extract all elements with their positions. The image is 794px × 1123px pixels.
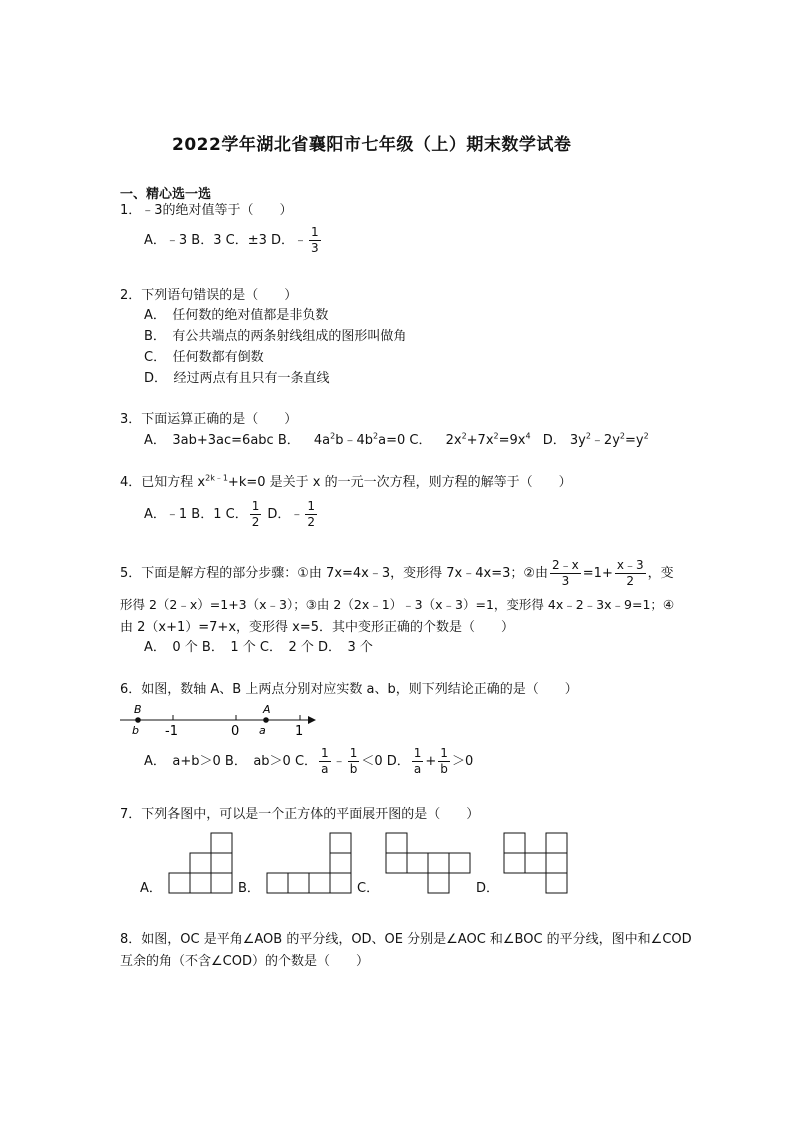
tick-label-one: 1 bbox=[295, 724, 304, 739]
q3-option-a: A． 3ab+3ac=6abc B． bbox=[144, 433, 300, 448]
q5-equals: =1+ bbox=[582, 565, 613, 581]
q5-fraction-1-num: 2﹣x bbox=[552, 558, 579, 572]
q4-d-numerator: 1 bbox=[307, 499, 315, 513]
q7-label-b: B． bbox=[238, 881, 260, 896]
page-title: 2022学年湖北省襄阳市七年级（上）期末数学试卷 bbox=[172, 135, 572, 155]
q3-c-part1: 2x bbox=[445, 433, 462, 448]
net-d bbox=[504, 833, 567, 893]
q6-c-frac2-den: b bbox=[349, 761, 358, 776]
q1-d-numerator: 1 bbox=[311, 225, 319, 239]
q3-stem: 3．下面运算正确的是（ ） bbox=[120, 412, 298, 427]
number-line-figure bbox=[118, 700, 328, 740]
q8-line1: 8．如图，OC 是平角∠AOB 的平分线，OD、OE 分别是∠AOC 和∠BOC 的平分线，图中和∠COD bbox=[120, 932, 692, 947]
q1-d-fraction bbox=[309, 226, 321, 254]
net-c bbox=[386, 833, 470, 893]
q6-options bbox=[144, 747, 473, 775]
q5-line1-text: 5．下面是解方程的部分步骤：①由 7x=4x﹣3，变形得 7x﹣4x=3；②由 bbox=[120, 565, 549, 581]
q3-c-part2: +7x bbox=[466, 433, 494, 448]
point-a-value-label: a bbox=[259, 724, 266, 737]
q6-d-frac1 bbox=[412, 747, 424, 775]
q6-d-frac1-num: 1 bbox=[413, 746, 422, 760]
point-b bbox=[135, 717, 141, 723]
q6-c-frac2-num: 1 bbox=[349, 746, 358, 760]
q5-line1 bbox=[120, 559, 674, 587]
tick-label-zero: 0 bbox=[231, 724, 240, 739]
q5-line3: 由 2（x+1）=7+x，变形得 x=5．其中变形正确的个数是（ ） bbox=[120, 620, 514, 635]
q4-options bbox=[144, 500, 319, 528]
q3-d-part2: ﹣2y bbox=[590, 433, 620, 448]
q5-fraction-1 bbox=[550, 559, 581, 587]
q2-option-c: C． 任何数都有倒数 bbox=[144, 350, 264, 365]
q3-d-part1: 3y bbox=[569, 433, 586, 448]
q3-c-part3: =9x bbox=[498, 433, 526, 448]
point-a-label: A bbox=[263, 703, 271, 716]
q3-d-sup1: 2 bbox=[585, 431, 591, 441]
q2-stem: 2．下列语句错误的是（ ） bbox=[120, 288, 298, 303]
q4-d-label: D．﹣ bbox=[267, 506, 304, 522]
q3-d-sup3: 2 bbox=[643, 431, 649, 441]
q6-options-text: A． a+b＞0 B． ab＞0 C． bbox=[144, 753, 318, 769]
q3-options bbox=[144, 431, 649, 448]
q6-c-frac1-num: 1 bbox=[321, 746, 329, 760]
q1-d-sign: ﹣ bbox=[294, 232, 308, 248]
q6-d-end: ＞0 bbox=[451, 753, 474, 769]
q5-fraction-2 bbox=[615, 559, 646, 587]
q6-c-frac1-den: a bbox=[321, 761, 329, 776]
q4-d-fraction bbox=[305, 500, 317, 528]
point-a bbox=[263, 717, 269, 723]
q7-label-d: D． bbox=[476, 881, 500, 896]
q5-fraction-2-den: 2 bbox=[626, 573, 635, 588]
q2-option-b: B． 有公共端点的两条射线组成的图形叫做角 bbox=[144, 329, 407, 344]
q4-c-numerator: 1 bbox=[251, 499, 260, 513]
q7-label-c: C． bbox=[357, 881, 380, 896]
q3-d-part3: =y bbox=[624, 433, 644, 448]
q6-d-plus: + bbox=[425, 753, 437, 769]
q6-stem: 6．如图，数轴 A、B 上两点分别对应实数 a、b，则下列结论正确的是（ ） bbox=[120, 682, 578, 697]
q3-c-sup2: 2 bbox=[493, 431, 499, 441]
q4-c-fraction bbox=[250, 500, 262, 528]
net-b bbox=[267, 833, 351, 893]
point-b-value-label: b bbox=[132, 724, 139, 737]
q4-d-denominator: 2 bbox=[307, 514, 315, 529]
q5-line2: 形得 2（2﹣x）=1+3（x﹣3）；③由 2（2x﹣1）﹣3（x﹣3）=1，变形得 4x﹣2﹣3x﹣9=1；④ bbox=[120, 597, 675, 612]
q3-c-sup3: 4 bbox=[525, 431, 531, 441]
q3-option-c bbox=[446, 433, 531, 448]
q6-c-frac1 bbox=[319, 747, 331, 775]
q8-line2: 互余的角（不含∠COD）的个数是（ ） bbox=[120, 954, 369, 969]
q1-options-text: A．﹣3 B．3 C．±3 D． bbox=[144, 232, 295, 248]
q4-stem-part1: 4．已知方程 x bbox=[120, 475, 206, 490]
q6-d-frac2 bbox=[438, 747, 450, 775]
q5-fraction-1-den: 3 bbox=[561, 573, 570, 588]
q6-c-frac2 bbox=[348, 747, 360, 775]
section-heading: 一、精心选一选 bbox=[120, 187, 212, 202]
q5-line1-end: ，变 bbox=[647, 565, 674, 581]
q3-d-sup2: 2 bbox=[619, 431, 625, 441]
point-b-label: B bbox=[134, 703, 142, 716]
number-line-arrow bbox=[308, 716, 316, 724]
q1-d-denominator: 3 bbox=[311, 240, 319, 255]
q5-fraction-2-num: x﹣3 bbox=[616, 558, 644, 572]
q3-option-d bbox=[543, 433, 649, 448]
q7-label-a: A． bbox=[140, 881, 162, 896]
q1-stem: 1．﹣3的绝对值等于（ ） bbox=[120, 203, 293, 218]
q2-option-d: D． 经过两点有且只有一条直线 bbox=[144, 371, 330, 386]
q1-options bbox=[144, 226, 323, 254]
q4-stem-part2: +k=0 是关于 x 的一元一次方程，则方程的解等于（ ） bbox=[227, 475, 572, 490]
q6-d-frac2-num: 1 bbox=[440, 746, 448, 760]
q3-option-b bbox=[314, 433, 432, 448]
q3-b-part2: b﹣4b bbox=[335, 433, 374, 448]
q4-c-denominator: 2 bbox=[251, 514, 260, 529]
tick-label-minus-one: -1 bbox=[165, 724, 178, 739]
q3-d-label: D． bbox=[542, 433, 566, 448]
q6-d-frac1-den: a bbox=[413, 761, 422, 776]
q2-option-a: A． 任何数的绝对值都是非负数 bbox=[144, 308, 329, 323]
q5-options: A． 0 个 B． 1 个 C． 2 个 D． 3 个 bbox=[144, 640, 373, 655]
q3-b-part1: 4a bbox=[313, 433, 331, 448]
q7-stem: 7．下列各图中，可以是一个正方体的平面展开图的是（ ） bbox=[120, 807, 480, 822]
q4-stem bbox=[120, 473, 572, 490]
q3-b-sup2: 2 bbox=[373, 431, 379, 441]
q4-stem-sup: 2k﹣1 bbox=[205, 473, 228, 483]
q3-b-part3: a=0 C． bbox=[378, 433, 432, 448]
q6-d-frac2-den: b bbox=[440, 761, 448, 776]
q3-c-sup1: 2 bbox=[461, 431, 467, 441]
q4-options-text: A．﹣1 B．1 C． bbox=[144, 506, 248, 522]
net-a bbox=[169, 833, 232, 893]
q6-c-minus: ﹣ bbox=[332, 753, 346, 769]
q3-b-sup1: 2 bbox=[330, 431, 336, 441]
q6-c-end: ＜0 D． bbox=[361, 753, 410, 769]
